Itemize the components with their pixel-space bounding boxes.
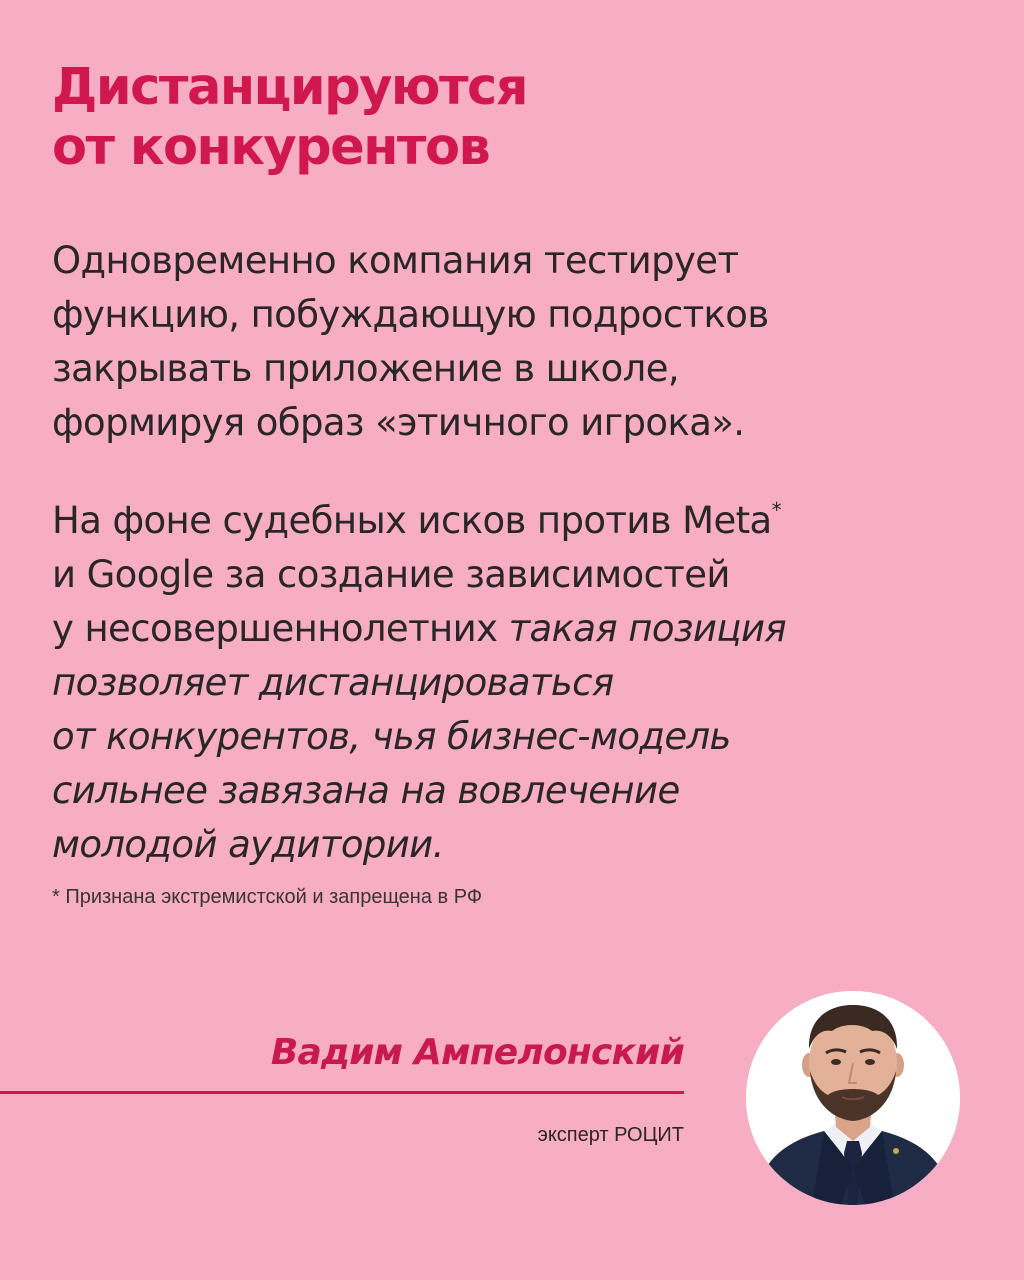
paragraph-1-line-4: формируя образ «этичного игрока».: [52, 401, 745, 444]
paragraph-2-line-6: сильнее завязана на вовлечение: [52, 769, 680, 812]
paragraph-2-line-3-italic: такая позиция: [508, 607, 787, 650]
paragraph-1-line-2: функцию, побуждающую подростков: [52, 293, 769, 336]
author-name: Вадим Ампелонский: [270, 1032, 684, 1073]
paragraph-2-line-3: [52, 602, 972, 656]
paragraph-1-line-3: закрывать приложение в школе,: [52, 347, 680, 390]
paragraph-2-line-4: позволяет дистанцироваться: [52, 661, 614, 704]
paragraph-2: [52, 494, 972, 872]
paragraph-2-line-1-text: На фоне судебных исков против Meta: [52, 499, 772, 542]
paragraph-2-line-5: от конкурентов, чья бизнес-модель: [52, 715, 731, 758]
title-line-2: от конкурентов: [52, 118, 490, 177]
page-title: [52, 58, 952, 178]
author-avatar: [746, 991, 960, 1205]
paragraph-2-line-7: молодой аудитории.: [52, 823, 444, 866]
paragraph-2-line-2: и Google за создание зависимостей: [52, 553, 730, 596]
author-portrait: [746, 991, 960, 1205]
footnote-marker: *: [771, 498, 782, 522]
footnote: * Признана экстремистской и запрещена в РФ: [52, 886, 483, 908]
paragraph-1-line-1: Одновременно компания тестирует: [52, 239, 739, 282]
paragraph-2-line-3-regular: у несовершеннолетних: [52, 607, 509, 650]
author-role: эксперт РОЦИТ: [537, 1124, 684, 1146]
paragraph-1: [52, 234, 972, 450]
title-line-1: Дистанцируются: [52, 58, 528, 117]
author-divider: [0, 1091, 684, 1094]
paragraph-2-line-1: [52, 494, 972, 548]
